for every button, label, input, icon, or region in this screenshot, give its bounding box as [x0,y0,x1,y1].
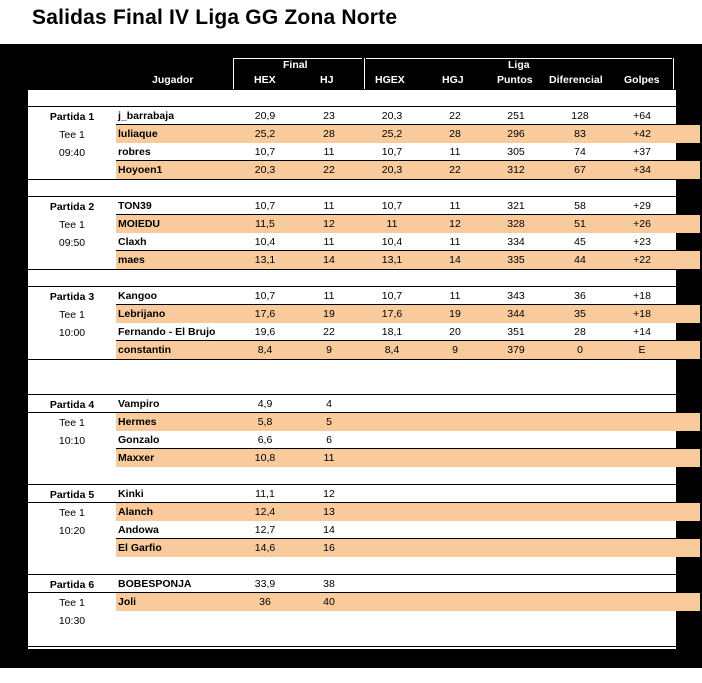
group-label: Partida 3 [49,291,95,303]
group-tee: Tee 1 [59,507,85,519]
cell-hex: 10,8 [254,452,276,464]
cell-hj: 22 [323,164,335,176]
player-name: Hoyoen1 [118,164,163,176]
header-final-group: Final [283,59,308,71]
cell-hgj: 11 [449,236,461,248]
cell-hex: 6,6 [257,434,273,446]
cell-hex: 11,5 [255,218,275,230]
cell-hex: 20,3 [254,164,276,176]
schedule-panel [28,89,676,649]
cell-golpes: +18 [633,290,651,302]
header-separator-right [673,58,674,89]
cell-dif: 74 [574,146,586,158]
cell-hex: 10,4 [254,236,276,248]
cell-golpes: +22 [633,254,651,266]
cell-dif: 128 [571,110,589,122]
cell-golpes: +14 [633,326,651,338]
header-golpes: Golpes [624,74,660,86]
player-name: MOIEDU [118,218,160,230]
table-row [116,539,700,557]
page-title: Salidas Final IV Liga GG Zona Norte [32,6,398,29]
cell-hgex: 13,1 [381,254,403,266]
table-row [116,503,700,521]
cell-hex: 20,9 [254,110,276,122]
cell-hj: 40 [323,596,335,608]
cell-hgj: 22 [449,110,461,122]
player-name: maes [118,254,145,266]
player-name: Andowa [118,524,159,536]
group-time: 10:00 [58,327,86,339]
cell-hgex: 10,7 [381,200,403,212]
player-name: Lebrijano [118,308,166,320]
cell-hj: 11 [323,200,335,212]
header-hgj: HGJ [442,74,464,86]
group-tee: Tee 1 [59,417,85,429]
cell-hex: 36 [259,596,271,608]
player-name: luliaque [118,128,158,140]
cell-puntos: 334 [507,236,525,248]
cell-hj: 9 [326,344,332,356]
group-tee: Tee 1 [59,309,85,321]
group-time: 09:50 [58,237,86,249]
cell-hgj: 11 [449,200,461,212]
header-diferencial: Diferencial [549,74,603,86]
cell-hex: 12,7 [254,524,276,536]
cell-dif: 44 [574,254,586,266]
player-name: BOBESPONJA [118,578,192,590]
cell-hj: 4 [326,398,332,410]
row-separator [28,89,676,90]
cell-golpes: +26 [633,218,651,230]
cell-puntos: 351 [507,326,525,338]
player-name: constantin [118,344,172,356]
cell-hgj: 22 [449,164,461,176]
header-hex: HEX [254,74,276,86]
header-separator-mid [364,58,365,89]
cell-puntos: 321 [507,200,525,212]
player-name: robres [118,146,151,158]
cell-hj: 38 [323,578,335,590]
table-row [116,395,700,413]
player-name: Gonzalo [118,434,160,446]
cell-hj: 12 [323,218,335,230]
player-name: Joli [118,596,137,608]
cell-puntos: 328 [507,218,525,230]
cell-hgex: 10,7 [381,146,403,158]
player-name: j_barrabaja [118,110,175,122]
cell-hj: 11 [323,290,335,302]
cell-hgj: 11 [449,290,461,302]
cell-golpes: E [638,344,646,356]
cell-hj: 11 [323,146,335,158]
cell-hgj: 20 [449,326,461,338]
cell-hex: 4,9 [257,398,273,410]
cell-hj: 19 [323,308,335,320]
cell-hgex: 11 [386,218,398,230]
table-row [116,575,700,593]
cell-hex: 5,8 [257,416,273,428]
player-name: Maxxer [118,452,155,464]
cell-hj: 5 [326,416,332,428]
table-row [116,413,700,431]
cell-puntos: 296 [507,128,525,140]
cell-puntos: 305 [507,146,525,158]
cell-hgex: 20,3 [381,164,403,176]
cell-hj: 23 [323,110,335,122]
header-separator-left [233,58,234,89]
cell-dif: 0 [577,344,583,356]
player-name: Vampiro [118,398,160,410]
cell-dif: 28 [574,326,586,338]
cell-golpes: +34 [633,164,651,176]
header-liga-group: Liga [508,59,530,71]
player-name: Kangoo [118,290,158,302]
cell-hgex: 10,7 [381,290,403,302]
cell-hgj: 12 [449,218,461,230]
cell-hj: 22 [323,326,335,338]
cell-dif: 83 [574,128,586,140]
cell-hgj: 19 [449,308,461,320]
cell-hj: 12 [323,488,335,500]
cell-dif: 58 [574,200,586,212]
group-label: Partida 4 [49,399,95,411]
header-jugador: Jugador [152,74,194,86]
cell-hex: 12,4 [254,506,276,518]
row-separator [28,646,676,647]
cell-hgex: 10,4 [381,236,403,248]
group-tee: Tee 1 [59,597,85,609]
cell-hj: 11 [323,236,335,248]
cell-dif: 45 [574,236,586,248]
cell-hex: 10,7 [254,200,276,212]
cell-hgex: 18,1 [381,326,403,338]
cell-hex: 14,6 [254,542,276,554]
header-puntos: Puntos [497,74,533,86]
cell-dif: 51 [574,218,586,230]
group-time: 10:10 [58,435,86,447]
cell-golpes: +37 [633,146,651,158]
cell-hex: 10,7 [254,290,276,302]
cell-hex: 17,6 [254,308,276,320]
group-label: Partida 5 [49,489,95,501]
cell-hex: 33,9 [254,578,276,590]
cell-hex: 10,7 [254,146,276,158]
cell-hex: 19,6 [254,326,276,338]
table-row [116,593,700,611]
cell-hex: 11,1 [255,488,275,500]
player-name: Alanch [118,506,154,518]
cell-dif: 35 [574,308,586,320]
player-name: El Garfio [118,542,162,554]
cell-hj: 28 [323,128,335,140]
cell-hgex: 25,2 [381,128,403,140]
player-name: TON39 [118,200,152,212]
cell-puntos: 251 [507,110,525,122]
player-name: Claxh [118,236,147,248]
cell-puntos: 312 [507,164,525,176]
table-row [116,485,700,503]
cell-puntos: 344 [507,308,525,320]
cell-hgj: 11 [449,146,461,158]
row-separator [28,179,676,180]
cell-dif: 67 [574,164,586,176]
cell-hj: 6 [326,434,332,446]
cell-hj: 13 [323,506,335,518]
row-separator [28,359,676,360]
row-separator [28,269,676,270]
player-name: Kinki [118,488,144,500]
cell-puntos: 379 [507,344,525,356]
cell-hex: 13,1 [254,254,276,266]
group-label: Partida 2 [49,201,95,213]
cell-hgj: 9 [452,344,458,356]
cell-hgex: 17,6 [381,308,403,320]
cell-hgex: 20,3 [381,110,403,122]
group-time: 10:20 [58,525,86,537]
player-name: Hermes [118,416,157,428]
cell-puntos: 343 [507,290,525,302]
cell-hgj: 28 [449,128,461,140]
cell-golpes: +42 [633,128,651,140]
cell-golpes: +23 [633,236,651,248]
header-hgex: HGEX [375,74,405,86]
cell-hj: 14 [323,524,335,536]
cell-hex: 25,2 [254,128,276,140]
cell-hj: 14 [323,254,335,266]
cell-puntos: 335 [507,254,525,266]
cell-hex: 8,4 [257,344,273,356]
group-tee: Tee 1 [59,129,85,141]
cell-hgj: 14 [449,254,461,266]
group-time: 09:40 [58,147,86,159]
group-label: Partida 6 [49,579,95,591]
header-underline-final [234,58,362,59]
table-row [116,431,700,449]
cell-golpes: +64 [633,110,651,122]
group-tee: Tee 1 [59,219,85,231]
header-hj: HJ [320,74,334,86]
header-underline-liga [366,58,672,59]
cell-dif: 36 [574,290,586,302]
group-label: Partida 1 [49,111,95,123]
player-name: Fernando - El Brujo [118,326,216,338]
table-row [116,449,700,467]
cell-hj: 16 [323,542,335,554]
table-row [116,521,700,539]
cell-golpes: +18 [633,308,651,320]
group-time: 10:30 [58,615,86,627]
cell-hgex: 8,4 [384,344,400,356]
cell-hj: 11 [323,452,335,464]
cell-golpes: +29 [633,200,651,212]
